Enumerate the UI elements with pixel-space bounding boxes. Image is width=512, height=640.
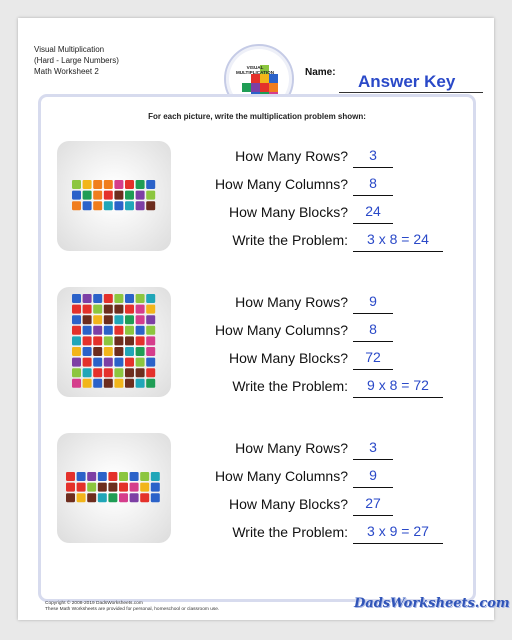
block-cube (103, 201, 112, 210)
block-cube (72, 358, 81, 367)
block-cube (82, 326, 91, 335)
block-cube (93, 305, 102, 314)
block-cube (103, 368, 112, 377)
block-grid (66, 472, 161, 504)
blocks-label: How Many Blocks? (228, 204, 348, 220)
block-cube (146, 368, 155, 377)
block-cube (146, 347, 155, 356)
block-picture (57, 287, 171, 397)
block-cube (114, 294, 123, 303)
block-cube (146, 180, 155, 189)
block-cube (87, 483, 96, 492)
block-cube (135, 180, 144, 189)
block-grid (72, 294, 157, 389)
block-cube (93, 180, 102, 189)
block-cube (98, 472, 107, 481)
block-picture (57, 141, 171, 251)
block-cube (140, 483, 149, 492)
title-line: Visual Multiplication (34, 45, 105, 54)
block-cube (103, 358, 112, 367)
title-line: Math Worksheet 2 (34, 67, 99, 76)
block-cube (146, 315, 155, 324)
rows-label: How Many Rows? (235, 148, 348, 164)
block-cube (72, 201, 81, 210)
title-line: (Hard - Large Numbers) (34, 56, 119, 65)
block-cube (135, 368, 144, 377)
block-cube (87, 493, 96, 502)
block-cube (82, 294, 91, 303)
block-cube (82, 201, 91, 210)
block-cube (103, 191, 112, 200)
block-cube (93, 337, 102, 346)
block-cube (93, 347, 102, 356)
problem-label: Write the Problem: (232, 378, 348, 394)
block-cube (114, 347, 123, 356)
block-cube (125, 201, 134, 210)
block-cube (72, 191, 81, 200)
copyright-text: Copyright © 2008-2019 DadsWorksheets.com (45, 601, 143, 606)
blocks-question (181, 495, 466, 515)
block-cube (109, 493, 118, 502)
block-cube (72, 368, 81, 377)
block-cube (66, 483, 75, 492)
block-cube (72, 337, 81, 346)
block-cube (82, 368, 91, 377)
problem-1 (41, 141, 473, 259)
block-cube (125, 368, 134, 377)
block-cube (66, 493, 75, 502)
block-cube (135, 326, 144, 335)
block-cube (93, 315, 102, 324)
block-cube (103, 180, 112, 189)
footer-copyright (45, 601, 219, 613)
blocks-label: How Many Blocks? (228, 496, 348, 512)
block-cube (114, 368, 123, 377)
block-cube (135, 337, 144, 346)
block-cube (146, 358, 155, 367)
rows-question (181, 439, 466, 459)
block-cube (87, 472, 96, 481)
instructions: For each picture, write the multiplication problem shown: (148, 112, 366, 121)
columns-answer[interactable]: 8 (353, 175, 393, 196)
name-label: Name: (305, 67, 336, 78)
block-cube (103, 294, 112, 303)
block-cube (146, 379, 155, 388)
block-cube (140, 472, 149, 481)
columns-answer[interactable]: 9 (353, 467, 393, 488)
worksheet-page (18, 18, 510, 620)
block-cube (93, 201, 102, 210)
block-cube (72, 326, 81, 335)
block-cube (103, 379, 112, 388)
block-cube (135, 347, 144, 356)
block-cube (82, 379, 91, 388)
blocks-answer[interactable]: 24 (353, 203, 393, 224)
block-cube (146, 326, 155, 335)
problem-answer[interactable]: 9 x 8 = 72 (353, 377, 443, 398)
block-cube (114, 191, 123, 200)
block-cube (82, 191, 91, 200)
block-cube (93, 368, 102, 377)
block-cube (125, 358, 134, 367)
block-cube (82, 315, 91, 324)
block-cube (103, 337, 112, 346)
rows-label: How Many Rows? (235, 294, 348, 310)
block-cube (146, 294, 155, 303)
columns-label: How Many Columns? (214, 322, 348, 338)
block-cube (125, 305, 134, 314)
block-cube (146, 201, 155, 210)
rows-answer[interactable]: 3 (353, 439, 393, 460)
block-cube (125, 347, 134, 356)
block-cube (98, 483, 107, 492)
block-cube (125, 379, 134, 388)
block-cube (77, 493, 86, 502)
block-cube (125, 191, 134, 200)
block-cube (114, 358, 123, 367)
block-cube (146, 191, 155, 200)
block-cube (93, 379, 102, 388)
block-cube (77, 483, 86, 492)
block-cube (93, 294, 102, 303)
block-cube (151, 493, 160, 502)
block-cube (77, 472, 86, 481)
block-cube (82, 347, 91, 356)
block-cube (98, 493, 107, 502)
block-cube (135, 358, 144, 367)
block-cube (82, 180, 91, 189)
rows-answer[interactable]: 3 (353, 147, 393, 168)
columns-answer[interactable]: 8 (353, 321, 393, 342)
block-cube (93, 326, 102, 335)
block-cube (135, 315, 144, 324)
blocks-question (181, 203, 466, 223)
problem-question (181, 231, 466, 251)
block-cube (135, 191, 144, 200)
block-cube (72, 379, 81, 388)
problem-question (181, 523, 466, 543)
block-cube (151, 483, 160, 492)
block-cube (146, 337, 155, 346)
block-cube (72, 347, 81, 356)
logo-text: VISUAL MULTIPLICATION (235, 65, 275, 75)
problem-label: Write the Problem: (232, 524, 348, 540)
block-cube (109, 483, 118, 492)
block-grid (72, 180, 157, 212)
block-cube (82, 358, 91, 367)
problem-label: Write the Problem: (232, 232, 348, 248)
block-cube (146, 305, 155, 314)
columns-label: How Many Columns? (214, 176, 348, 192)
block-cube (135, 201, 144, 210)
block-cube (114, 180, 123, 189)
block-cube (82, 337, 91, 346)
columns-question (181, 175, 466, 195)
block-cube (135, 379, 144, 388)
rows-question (181, 293, 466, 313)
block-cube (125, 180, 134, 189)
block-cube (140, 493, 149, 502)
columns-question (181, 467, 466, 487)
problem-2 (41, 287, 473, 405)
block-cube (103, 347, 112, 356)
block-cube (93, 358, 102, 367)
block-cube (66, 472, 75, 481)
worksheet-title (34, 44, 119, 77)
block-cube (135, 305, 144, 314)
block-cube (103, 326, 112, 335)
rows-answer[interactable]: 9 (353, 293, 393, 314)
block-cube (130, 483, 139, 492)
block-cube (109, 472, 118, 481)
block-cube (119, 483, 128, 492)
block-cube (125, 337, 134, 346)
block-cube (114, 201, 123, 210)
block-cube (72, 315, 81, 324)
problem-3 (41, 433, 473, 551)
block-cube (72, 180, 81, 189)
block-cube (114, 326, 123, 335)
block-cube (114, 379, 123, 388)
block-cube (151, 472, 160, 481)
block-cube (119, 493, 128, 502)
blocks-label: How Many Blocks? (228, 350, 348, 366)
worksheet-frame (38, 94, 476, 602)
block-cube (114, 305, 123, 314)
block-cube (93, 191, 102, 200)
answer-key-text: Answer Key (358, 72, 456, 91)
blocks-answer[interactable]: 27 (353, 495, 393, 516)
block-cube (125, 315, 134, 324)
problem-answer[interactable]: 3 x 8 = 24 (353, 231, 443, 252)
block-cube (103, 305, 112, 314)
block-cube (135, 294, 144, 303)
blocks-question (181, 349, 466, 369)
problem-answer[interactable]: 3 x 9 = 27 (353, 523, 443, 544)
block-picture (57, 433, 171, 543)
blocks-answer[interactable]: 72 (353, 349, 393, 370)
block-cube (119, 472, 128, 481)
block-cube (130, 493, 139, 502)
columns-question (181, 321, 466, 341)
rows-question (181, 147, 466, 167)
columns-label: How Many Columns? (214, 468, 348, 484)
rows-label: How Many Rows? (235, 440, 348, 456)
block-cube (114, 315, 123, 324)
usage-note: These Math Worksheets are provided for personal, homeschool or classroom use. (45, 607, 220, 612)
block-cube (82, 305, 91, 314)
block-cube (130, 472, 139, 481)
problem-question (181, 377, 466, 397)
block-cube (103, 315, 112, 324)
block-cube (125, 326, 134, 335)
dadsworksheets-logo[interactable]: DadsWorksheets.com (354, 596, 510, 611)
block-cube (125, 294, 134, 303)
block-cube (72, 294, 81, 303)
block-cube (72, 305, 81, 314)
block-cube (114, 337, 123, 346)
